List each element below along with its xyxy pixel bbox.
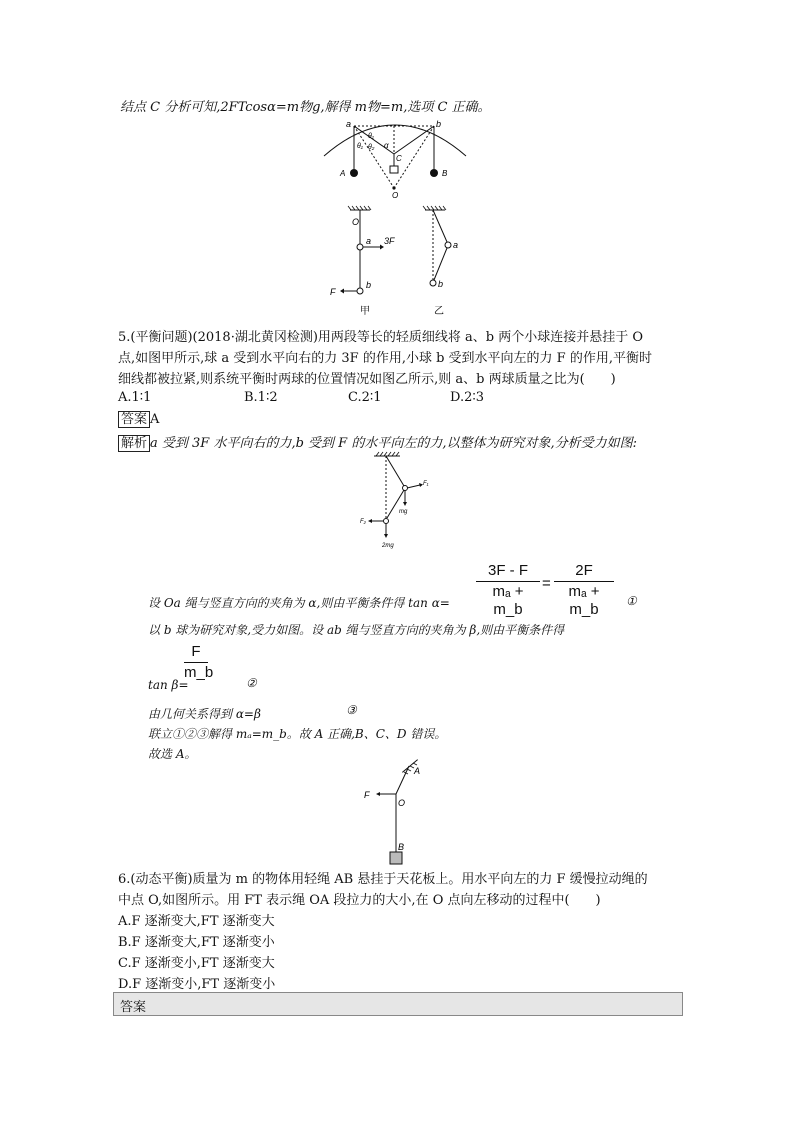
- fraction-2: [554, 562, 614, 619]
- fd-force-mg-head: [403, 502, 407, 506]
- rope-force-f-head: [376, 792, 380, 796]
- q5-line3: 细线都被拉紧,则系统平衡时两球的位置情况如图乙所示,则 a、b 两球质量之比为( ): [118, 372, 616, 387]
- rope-block: [390, 852, 402, 864]
- q6-option-d: D.F 逐渐变小,FT 逐渐变小: [118, 977, 276, 992]
- intro-line: 结点 C 分析可知,2FTcosα=m物g,解得 m物=m,选项 C 正确。: [120, 100, 491, 115]
- solution-line2: 以 b 球为研究对象,受力如图。设 ab 绳与竖直方向的夹角为 β,则由平衡条件得: [148, 623, 565, 637]
- q5-analysis-row: [118, 432, 637, 452]
- q5-answer-row: [118, 411, 159, 428]
- rope-block-figure: [362, 760, 422, 866]
- label-o: O: [392, 191, 399, 200]
- solution-line4: 联立①②③解得 mₐ=m_b。故 A 正确,B、C、D 错误。: [148, 727, 447, 741]
- yi-rope-ab: [434, 248, 447, 280]
- q5-option-a: A.1∶1: [118, 390, 152, 405]
- yi-ball-a: [445, 242, 451, 248]
- label-theta1: θ₁: [368, 133, 375, 140]
- fd-label-f1: F₁: [423, 481, 429, 487]
- fd-ceiling-hatch: [376, 452, 399, 456]
- rope-oa: [396, 766, 409, 794]
- fd-label-f2: F₂: [360, 519, 366, 525]
- yi-rope-oa: [433, 210, 447, 242]
- answer-value: A: [150, 412, 160, 427]
- jia-label-a: a: [366, 236, 372, 246]
- fraction-3: [184, 643, 214, 682]
- fraction-2-numerator: 2F: [575, 562, 593, 579]
- yi-caption: 乙: [434, 306, 444, 317]
- label-B: B: [442, 169, 448, 178]
- fd-label-2mg: 2mg: [382, 543, 394, 549]
- circle-arc: [324, 125, 466, 156]
- ball-A: [350, 169, 358, 177]
- fraction-1-bar: [476, 581, 540, 582]
- mark-3: ③: [346, 703, 357, 717]
- fraction-2-bar: [554, 581, 614, 582]
- label-A: A: [340, 169, 346, 178]
- solution-line5: 故选 A。: [148, 747, 197, 761]
- jia-label-b: b: [366, 280, 372, 290]
- mark-2: ②: [246, 676, 257, 690]
- fd-ball-a: [403, 486, 408, 491]
- q5-line2: 点,如图甲所示,球 a 受到水平向右的力 3F 的作用,小球 b 受到水平向左的力 F 的作用,平衡时: [118, 351, 652, 366]
- solution-line1: 设 Oa 绳与竖直方向的夹角为 α,则由平衡条件得 tan α=: [148, 596, 450, 610]
- q6-option-a: A.F 逐渐变大,FT 逐渐变大: [118, 914, 275, 929]
- q6-line1: 6.(动态平衡)质量为 m 的物体用轻绳 AB 悬挂于天花板上。用水平向左的力 F 缓慢拉动绳的: [118, 872, 648, 887]
- label-alpha: α: [384, 141, 389, 150]
- rope-label-b: B: [398, 842, 405, 852]
- fraction-3-numerator: F: [191, 643, 201, 660]
- analysis-label-box: 解析: [118, 435, 150, 452]
- fd-ball-b: [384, 519, 389, 524]
- equals-sign: =: [542, 575, 551, 592]
- q5-option-d: D.2∶3: [450, 390, 485, 405]
- jia-caption: 甲: [360, 306, 370, 317]
- rope-label-a: A: [414, 766, 421, 776]
- q6-answer-label: 答案: [120, 1000, 147, 1015]
- jia-label-o: O: [352, 217, 360, 227]
- fd-force-f1: [407, 485, 420, 488]
- rope-label-o: O: [398, 798, 406, 808]
- jia-label-3f: 3F: [384, 236, 395, 246]
- q5-option-b: B.1∶2: [244, 390, 278, 405]
- fraction-1: [476, 562, 540, 619]
- label-b: b: [436, 119, 442, 129]
- q6-option-b: B.F 逐渐变大,FT 逐渐变小: [118, 935, 275, 950]
- block-c: [390, 166, 398, 173]
- yi-label-b: b: [438, 279, 444, 289]
- jia-ball-b: [357, 288, 363, 294]
- rope-label-f: F: [364, 790, 370, 800]
- mark-1: ①: [626, 594, 637, 608]
- q5-option-c: C.2∶1: [348, 390, 382, 405]
- q6-option-c: C.F 逐渐变小,FT 逐渐变大: [118, 956, 275, 971]
- label-theta1b: θ₁: [357, 143, 364, 150]
- fraction-3-denominator: m_b: [184, 664, 214, 681]
- arc-pendulum-figure: [320, 116, 470, 202]
- label-a: a: [346, 119, 352, 129]
- q6-answer-bar: [113, 992, 683, 1016]
- fd-force-f2-head: [368, 519, 372, 523]
- q6-line2: 中点 O,如图所示。用 FT 表示绳 OA 段拉力的大小,在 O 点向左移动的过程中( ): [118, 893, 601, 908]
- solution-line3: 由几何关系得到 α=β: [148, 707, 261, 721]
- fd-rope-oa: [386, 456, 404, 486]
- fraction-2-denominator: mₐ + m_b: [568, 583, 600, 618]
- yi-label-a: a: [453, 240, 459, 250]
- analysis-line: a 受到 3F 水平向右的力,b 受到 F 的水平向左的力,以整体为研究对象,分析受力如图:: [150, 436, 637, 451]
- label-theta2: θ₂: [368, 144, 375, 151]
- jia-label-f: F: [330, 287, 336, 297]
- label-c: C: [396, 154, 402, 163]
- yi-ceiling-hatch: [423, 206, 446, 210]
- answer-label-box: 答案: [118, 411, 150, 428]
- yi-ball-b: [430, 280, 436, 286]
- fraction-1-numerator: 3F - F: [488, 562, 528, 579]
- rope-b-c: [394, 126, 434, 154]
- jia-force-f-head: [340, 289, 344, 294]
- jia-ball-a: [357, 244, 363, 250]
- tan-beta: tan β=: [148, 678, 189, 692]
- jia-ceiling-hatch: [348, 206, 371, 210]
- fraction-1-denominator: mₐ + m_b: [492, 583, 524, 618]
- ball-B: [430, 169, 438, 177]
- jia-yi-figure: [328, 206, 458, 318]
- fd-force-2mg-head: [384, 534, 388, 538]
- fd-label-mg: mg: [399, 509, 408, 515]
- fraction-3-bar: [184, 662, 208, 663]
- center-o: [392, 186, 395, 189]
- force-diagram: [356, 452, 436, 552]
- q5-line1: 5.(平衡问题)(2018·湖北黄冈检测)用两段等长的轻质细线将 a、b 两个小球连接并悬挂于 O: [118, 330, 644, 345]
